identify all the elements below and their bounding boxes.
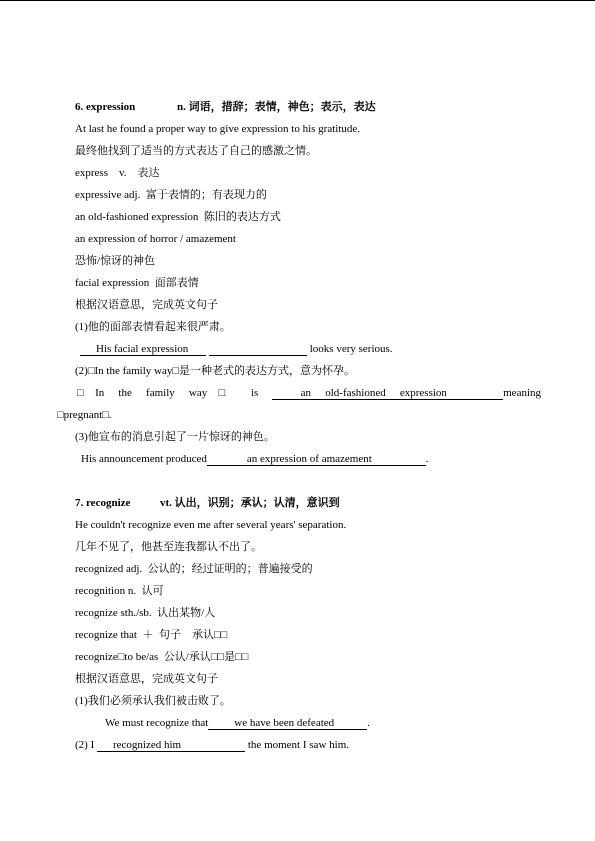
vocab-note: recognize□to be/as 公认/承认□□是□□ <box>75 651 249 663</box>
exercise-prompt: (1)他的面部表情看起来很严肃。 <box>75 321 231 333</box>
example-sentence-en: At last he found a proper way to give expression to his gratitude. <box>75 123 361 135</box>
vocab-note: an old-fashioned expression 陈旧的表达方式 <box>75 211 281 223</box>
sentence-tail: looks very serious. <box>307 343 393 355</box>
top-border-line <box>0 0 595 1</box>
empty-blank <box>209 343 307 356</box>
answer-blank <box>208 717 367 730</box>
exercise-answer-line <box>75 734 541 756</box>
answer-blank <box>97 739 245 752</box>
exercise-answer-line <box>75 712 541 734</box>
section-6-heading <box>75 96 541 118</box>
exercise-answer-line <box>77 382 541 404</box>
section-7-heading <box>75 492 541 514</box>
worksheet-page <box>57 96 542 756</box>
sentence-lead: We must recognize that <box>105 717 209 729</box>
answer-text: recognized him <box>113 739 182 751</box>
example-sentence-zh: 最终他找到了适当的方式表达了自己的感激之情。 <box>75 145 317 157</box>
section-6-definition: n. 词语，措辞；表情，神色；表示，表达 <box>177 101 376 113</box>
sentence-lead: □In the family way□ is <box>77 387 259 399</box>
exercise-instruction: 根据汉语意思，完成英文句子 <box>75 673 218 685</box>
exercise-answer-line <box>75 338 541 360</box>
sentence-lead: His announcement produced <box>81 453 207 465</box>
sentence-tail: . <box>425 453 429 465</box>
vocab-note: an expression of horror / amazement <box>75 233 236 245</box>
answer-blank <box>207 453 426 466</box>
vocab-note: recognize sth./sb. 认出某物/人 <box>75 607 216 619</box>
answer-blank <box>80 343 206 356</box>
sentence-tail: . <box>367 717 370 729</box>
example-sentence-en: He couldn't recognize even me after several years' separation. <box>75 519 347 531</box>
answer-text: we have been defeated <box>234 717 335 729</box>
answer-text: an old-fashioned expression <box>300 387 447 399</box>
vocab-note: recognized adj. 公认的；经过证明的；普遍接受的 <box>75 563 313 575</box>
sentence-continuation: □pregnant□. <box>57 409 112 421</box>
vocab-note: recognize that ＋ 句子 承认□□ <box>75 629 228 641</box>
vocab-note: 恐怖/惊讶的神色 <box>75 255 156 267</box>
section-7-definition: vt. 认出，识别；承认；认清，意识到 <box>160 497 340 509</box>
exercise-prompt: (2)□In the family way□是一种老式的表达方式，意为怀孕。 <box>75 365 356 377</box>
sentence-lead: (2) I <box>75 739 97 751</box>
vocab-note: express v. 表达 <box>75 167 160 179</box>
answer-blank <box>272 387 503 400</box>
section-6-term: 6. expression <box>75 101 136 113</box>
answer-text: His facial expression <box>96 343 189 355</box>
answer-text: an expression of amazement <box>246 453 372 465</box>
vocab-note: facial expression 面部表情 <box>75 277 199 289</box>
exercise-answer-line <box>75 448 541 470</box>
section-7-term: 7. recognize <box>75 497 131 509</box>
sentence-tail: meaning <box>503 387 542 399</box>
vocab-note: expressive adj. 富于表情的；有表现力的 <box>75 189 267 201</box>
example-sentence-zh: 几年不见了，他甚至连我都认不出了。 <box>75 541 262 553</box>
section-spacer <box>75 470 541 492</box>
exercise-prompt: (1)我们必须承认我们被击败了。 <box>75 695 231 707</box>
exercise-instruction: 根据汉语意思，完成英文句子 <box>75 299 218 311</box>
exercise-prompt: (3)他宣布的消息引起了一片惊讶的神色。 <box>75 431 275 443</box>
sentence-tail: the moment I saw him. <box>245 739 349 751</box>
vocab-note: recognition n. 认可 <box>75 585 164 597</box>
